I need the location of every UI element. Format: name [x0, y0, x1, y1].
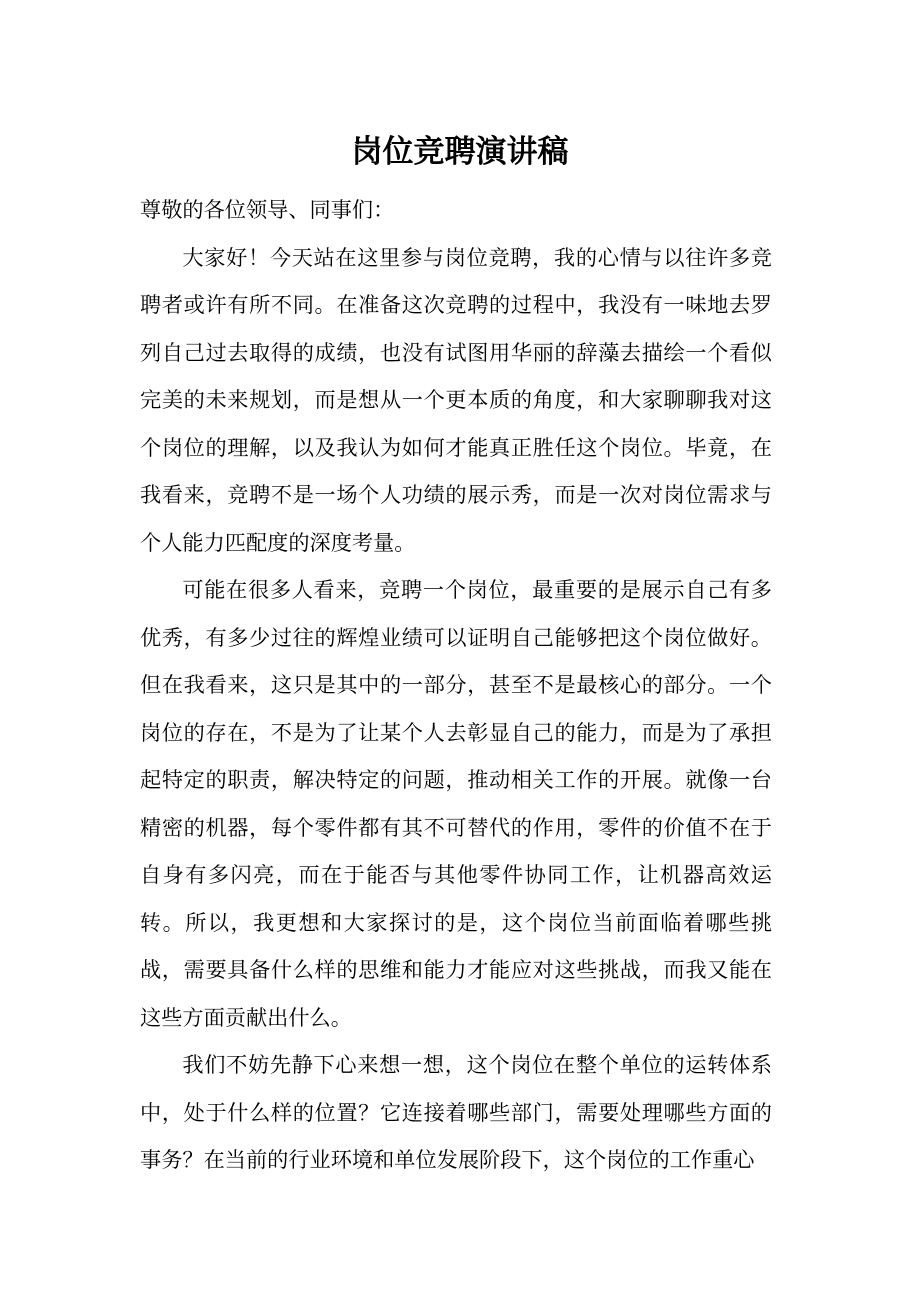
paragraph-1: 大家好！今天站在这里参与岗位竞聘，我的心情与以往许多竞聘者或许有所不同。在准备这次竞聘的过程中，我没有一味地去罗列自己过去取得的成绩，也没有试图用华丽的辞藻去描绘一个看似完美的未来规划，而是想从一个更本质的角度，和大家聊聊我对这个岗位的理解，以及我认为如何才能真正胜任这个岗位。毕竟，在我看来，竞聘不是一场个人功绩的展示秀，而是一次对岗位需求与个人能力匹配度的深度考量。 [140, 244, 772, 555]
paragraph-3: 我们不妨先静下心来想一想，这个岗位在整个单位的运转体系中，处于什么样的位置？它连接着哪些部门，需要处理哪些方面的事务？在当前的行业环境和单位发展阶段下，这个岗位的工作重心 [140, 1052, 772, 1172]
paragraph-2: 可能在很多人看来，竞聘一个岗位，最重要的是展示自己有多优秀，有多少过往的辉煌业绩可以证明自己能够把这个岗位做好。但在我看来，这只是其中的一部分，甚至不是最核心的部分。一个岗位的存在，不是为了让某个人去彰显自己的能力，而是为了承担起特定的职责，解决特定的问题，推动相关工作的开展。就像一台精密的机器，每个零件都有其不可替代的作用，零件的价值不在于自身有多闪亮，而在于能否与其他零件协同工作，让机器高效运转。所以，我更想和大家探讨的是，这个岗位当前面临着哪些挑战，需要具备什么样的思维和能力才能应对这些挑战，而我又能在这些方面贡献出什么。 [140, 577, 772, 1030]
document-title: 岗位竞聘演讲稿 [351, 134, 569, 170]
document-body [140, 186, 772, 1184]
salutation: 尊敬的各位领导、同事们： [140, 197, 395, 222]
